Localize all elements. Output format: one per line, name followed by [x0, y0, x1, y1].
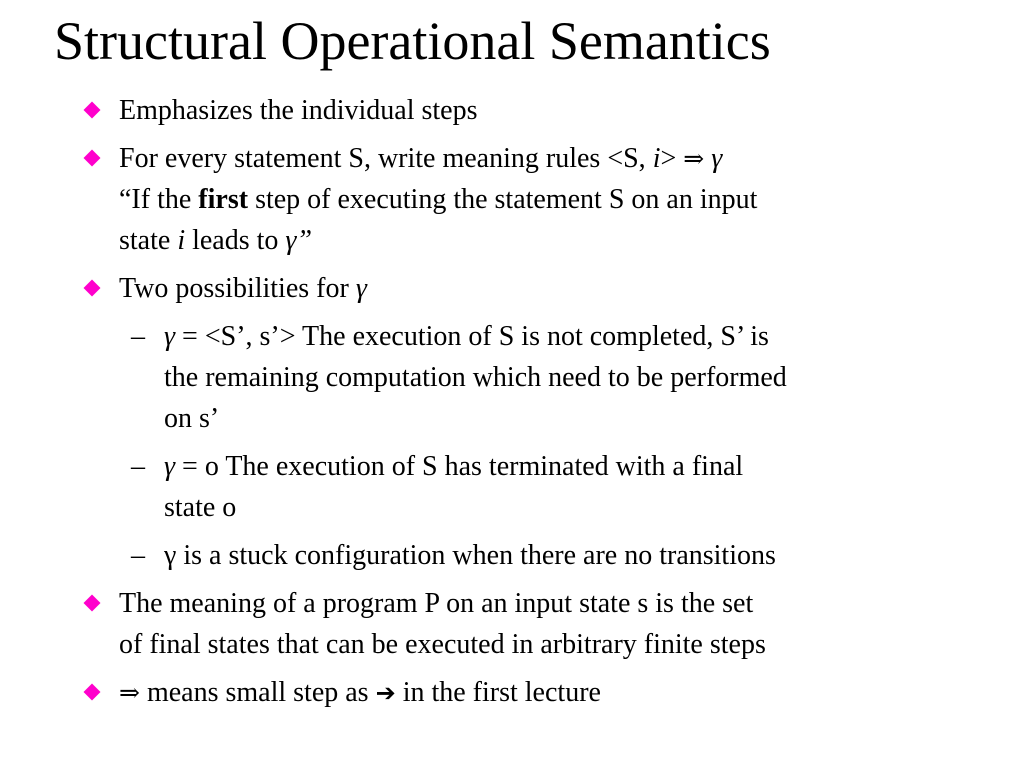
text-run: is a stuck configuration when there are no transitions — [176, 540, 776, 571]
diamond-bullet-icon — [84, 280, 101, 297]
bullet-line: the remaining computation which need to be performed — [164, 362, 787, 393]
gamma-symbol: γ — [285, 225, 297, 256]
bullet-item-small-step — [0, 672, 1024, 714]
diamond-bullet-icon — [84, 595, 101, 612]
text-run: step of executing the statement S on an input — [248, 184, 758, 215]
bullet-line: on s’ — [164, 403, 220, 434]
emphasis-first: first — [198, 184, 249, 215]
text-run: leads to — [185, 225, 286, 256]
dash-bullet-icon: – — [131, 451, 145, 482]
text-run: “If the — [119, 184, 199, 215]
bullet-item-emphasizes — [0, 90, 1024, 131]
diamond-bullet-icon — [84, 684, 101, 701]
text-run: = <S’, s’> The execution of S is not completed, S’ is — [175, 321, 769, 352]
bullet-line: The meaning of a program P on an input state s is the set — [119, 588, 754, 619]
gamma-symbol: γ — [164, 540, 177, 571]
input-state-symbol: i — [177, 225, 186, 256]
text-run: means small step as — [139, 677, 376, 708]
bullet-list — [0, 90, 1024, 721]
bullet-line — [164, 535, 934, 576]
bullet-line — [119, 179, 934, 220]
text-run: For every statement S, write meaning rules <S, — [119, 143, 653, 174]
gamma-symbol: γ — [711, 143, 723, 174]
bullet-item-two-possibilities — [0, 268, 1024, 309]
gamma-symbol: γ — [164, 321, 176, 352]
bullet-line: state o — [164, 492, 237, 523]
sub-bullet-not-completed — [0, 316, 1024, 439]
closing-quote: ” — [296, 225, 313, 256]
input-state-symbol: i — [652, 143, 661, 174]
text-run: = o The execution of S has terminated with a final — [175, 451, 744, 482]
text-run: > — [660, 143, 677, 174]
diamond-bullet-icon — [84, 150, 101, 167]
text-run: in the first lecture — [395, 677, 601, 708]
implies-symbol: ⇒ — [119, 678, 140, 707]
implies-symbol: ⇒ — [683, 144, 705, 173]
sub-bullet-stuck — [0, 535, 1024, 576]
bullet-item-meaning-rules — [0, 138, 1024, 261]
bullet-line — [119, 220, 934, 261]
dash-bullet-icon: – — [131, 321, 145, 352]
right-arrow-icon: ➔ — [375, 679, 396, 707]
bullet-line — [164, 316, 934, 357]
bullet-line: of final states that can be executed in arbitrary finite steps — [119, 629, 766, 660]
diamond-bullet-icon — [84, 102, 101, 119]
bullet-text: Emphasizes the individual steps — [119, 95, 478, 126]
text-run: state — [119, 225, 178, 256]
bullet-line — [119, 268, 934, 309]
bullet-item-program-meaning — [0, 583, 1024, 665]
bullet-line — [164, 446, 934, 487]
bullet-line — [119, 138, 934, 179]
dash-bullet-icon: – — [131, 540, 145, 571]
gamma-symbol: γ — [355, 273, 367, 304]
bullet-line — [119, 672, 934, 714]
slide-title: Structural Operational Semantics — [54, 11, 771, 71]
text-run: Two possibilities for — [119, 273, 356, 304]
gamma-symbol: γ — [164, 451, 176, 482]
sub-bullet-terminated — [0, 446, 1024, 528]
